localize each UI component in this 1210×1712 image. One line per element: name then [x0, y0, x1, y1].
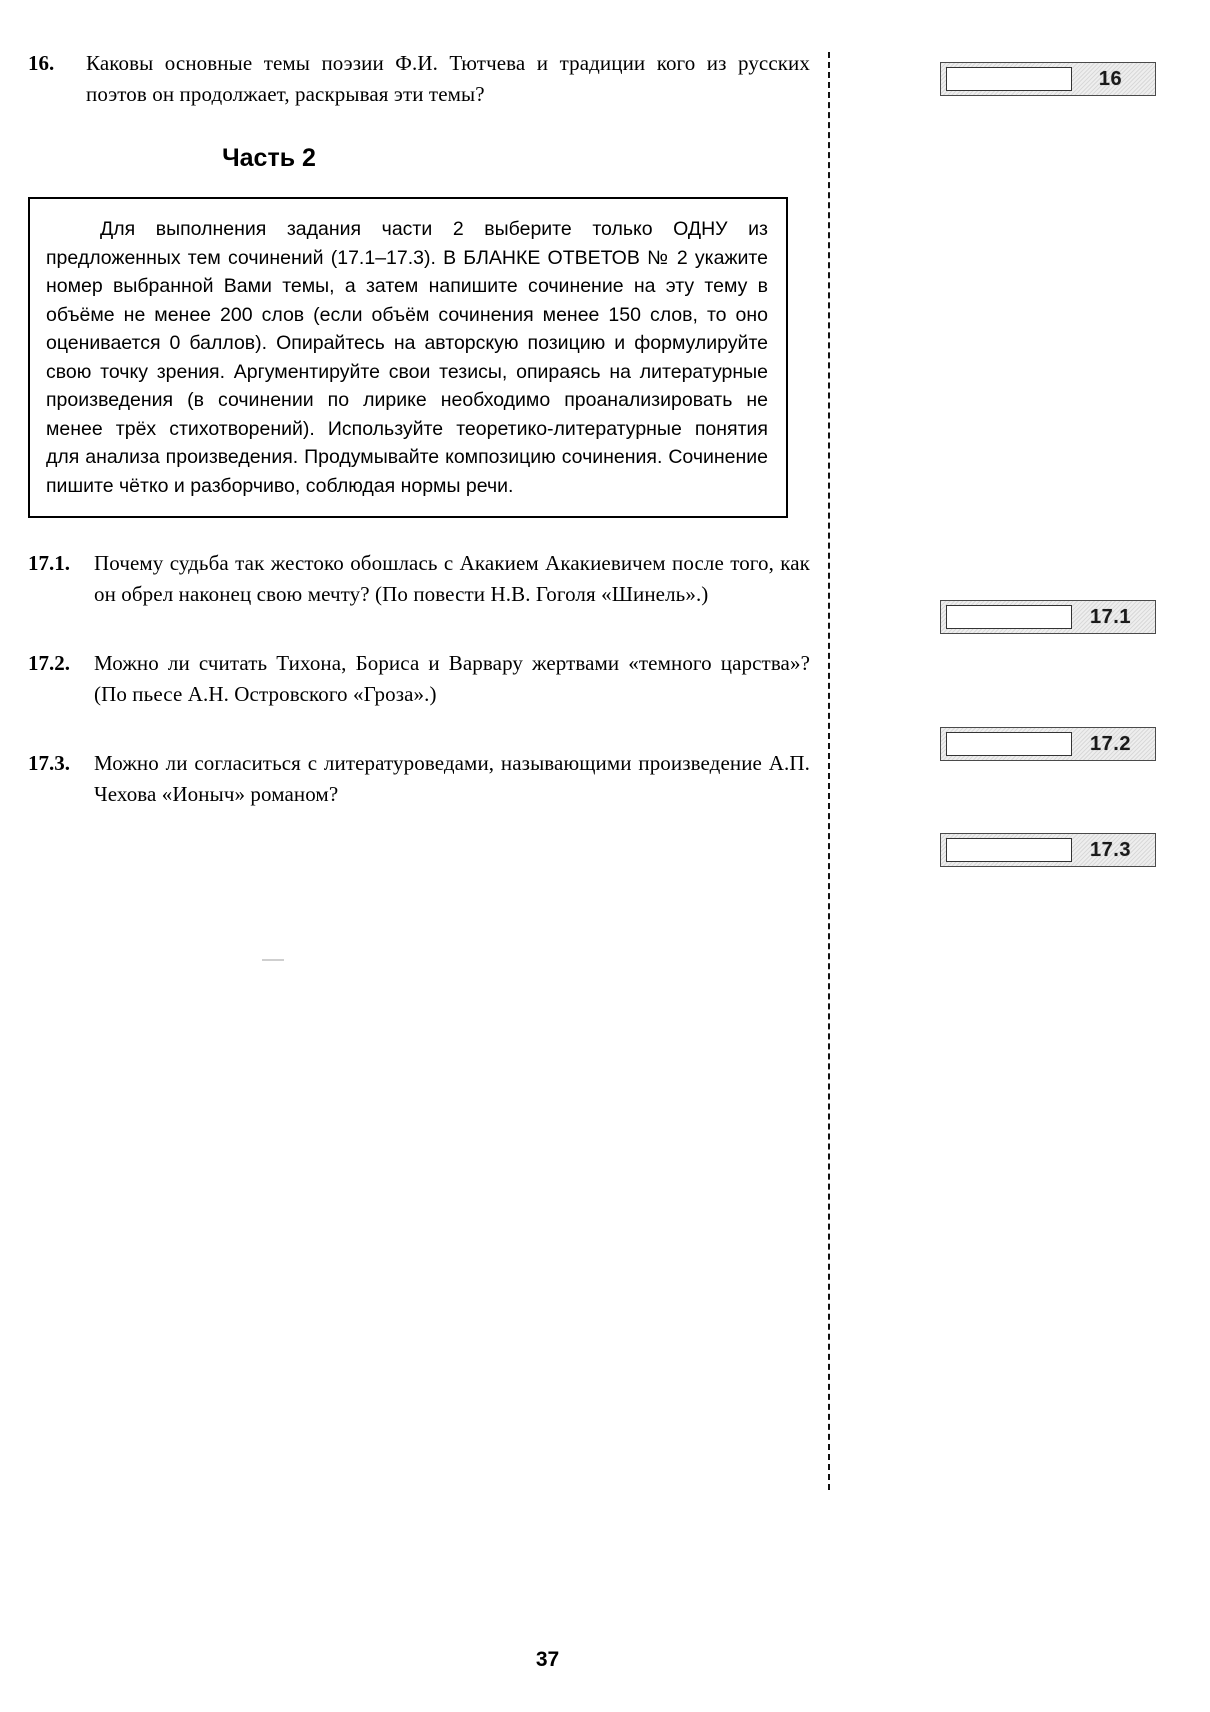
question-16 [28, 48, 810, 110]
answer-input-16[interactable] [946, 67, 1072, 91]
question-17-3 [28, 748, 810, 810]
answer-input-17-3[interactable] [946, 838, 1072, 862]
question-text: Почему судьба так жестоко обошлась с Акакием Акакиевичем после того, как он обрел наконец свою мечту? (По повести Н.В. Гоголя «Шинель».) [94, 551, 810, 606]
part-2-instruction-text: Для выполнения задания части 2 выберите только ОДНУ из предложенных тем сочинений (17.1–17.3). В БЛАНКЕ ОТВЕТОВ № 2 укажите номер выбранной Вами темы, а затем напишите сочинение на эту тему в объёме не менее 200 слов (если объём сочинения менее 150 слов, то оно оценивается 0 баллов). Опирайтесь на авторскую позицию и формулируйте свою точку зрения. Аргументируйте свои тезисы, опираясь на литературные произведения (в сочинении по лирике необходимо проанализировать не менее трёх стихотворений). Используйте теоретико-литературные понятия для анализа произведения. Продумывайте композицию сочинения. Сочинение пишите чётко и разборчиво, соблюдая нормы речи. [46, 218, 768, 497]
answer-box-17-3[interactable] [940, 833, 1156, 867]
answer-input-17-2[interactable] [946, 732, 1072, 756]
answer-input-17-1[interactable] [946, 605, 1072, 629]
part-2-title: Часть 2 [222, 144, 316, 172]
part-2-instruction-box [28, 197, 788, 518]
answer-code-label: 17.3 [1090, 838, 1131, 861]
spacer [28, 718, 810, 748]
question-number: 16. [28, 51, 55, 75]
answer-box-17-1[interactable] [940, 600, 1156, 634]
answer-box-16[interactable] [940, 62, 1156, 96]
question-text: Можно ли согласиться с литературоведами, называющими произведение А.П. Чехова «Ионыч» романом? [94, 751, 810, 806]
question-number: 17.1. [28, 551, 70, 575]
answer-box-17-2[interactable] [940, 727, 1156, 761]
question-text: Можно ли считать Тихона, Бориса и Варвару жертвами «темного царства»? (По пьесе А.Н. Островского «Гроза».) [94, 651, 810, 706]
question-number: 17.2. [28, 651, 70, 675]
page-number: 37 [535, 1648, 560, 1671]
answer-code-label: 17.1 [1090, 605, 1131, 628]
spacer [28, 618, 810, 648]
answer-code-label: 16 [1098, 67, 1123, 90]
scan-artifact-mark [262, 959, 284, 961]
vertical-dashed-divider [828, 52, 830, 1490]
question-17-2 [28, 648, 810, 710]
answer-code-label: 17.2 [1090, 732, 1131, 755]
question-number: 17.3. [28, 751, 70, 775]
questions-column [28, 48, 810, 818]
question-text: Каковы основные темы поэзии Ф.И. Тютчева и традиции кого из русских поэтов он продолжает, раскрывая эти темы? [86, 51, 810, 106]
question-17-1 [28, 548, 810, 610]
